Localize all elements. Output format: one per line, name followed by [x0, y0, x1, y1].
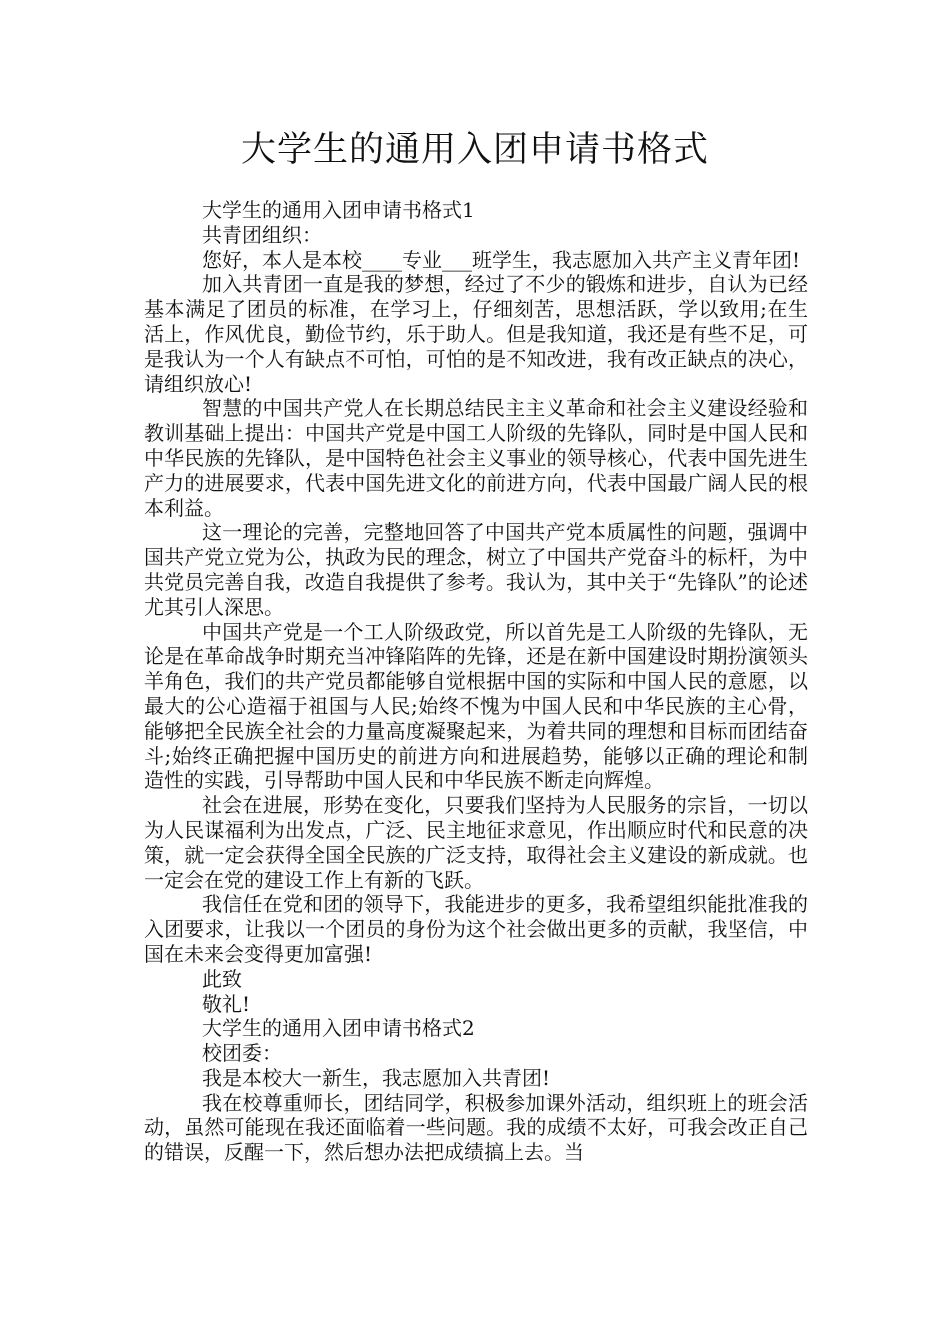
closing-cizhi: 此致: [202, 966, 242, 991]
paragraph-school-life: 我在校尊重师长，团结同学，积极参加课外活动，组织班上的班会活动，虽然可能现在我还面临着一些问题。我的成绩不太好，可我会改正自己的错误，反醒一下，然后想办法把成绩搞上去。当: [144, 1090, 808, 1165]
section-heading-2: 大学生的通用入团申请书格式2: [202, 1016, 475, 1041]
section-heading-1: 大学生的通用入团申请书格式1: [202, 198, 475, 222]
paragraph-belief: 我信任在党和团的领导下，我能进步的更多，我希望组织能批准我的入团要求，让我以一个团员的身份为这个社会做出更多的贡献，我坚信，中国在未来会变得更加富强!: [144, 892, 808, 966]
paragraph-dream: 加入共青团一直是我的梦想，经过了不少的锻炼和进步，自认为已经基本满足了团员的标准，在学习上，仔细刻苦，思想活跃，学以致用;在生活上，作风优良，勤俭节约，乐于助人。但是我知道，我还是有些不足，可是我认为一个人有缺点不可怕，可怕的是不知改进，我有改正缺点的决心，请组织放心!: [144, 272, 808, 396]
document-body: [144, 198, 808, 1165]
paragraph-vanguard: 中国共产党是一个工人阶级政党，所以首先是工人阶级的先锋队，无论是在革命战争时期充当冲锋陷阵的先锋，还是在新中国建设时期扮演领头羊角色，我们的共产党员都能够自觉根据中国的实际和中国人民的意愿，以最大的公心造福于祖国与人民;始终不愧为中国人民和中华民族的主心骨，能够把全民族全社会的力量高度凝聚起来，为着共同的理想和目标而团结奋斗;始终正确把握中国历史的前进方向和进展趋势，能够以正确的理论和制造性的实践，引导帮助中国人民和中华民族不断走向辉煌。: [144, 619, 808, 793]
closing-jingli: 敬礼!: [202, 991, 251, 1016]
paragraph-theory-complete: 这一理论的完善，完整地回答了中国共产党本质属性的问题，强调中国共产党立党为公，执政为民的理念，树立了中国共产党奋斗的标杆，为中共党员完善自我，改造自我提供了参考。我认为，其中关于“先锋队”的论述尤其引人深思。: [144, 520, 808, 619]
paragraph-society: 社会在进展，形势在变化，只要我们坚持为人民服务的宗旨，一切以为人民谋福利为出发点，广泛、民主地征求意见，作出顺应时代和民意的决策，就一定会获得全国全民族的广泛支持，取得社会主义建设的新成就。也一定会在党的建设工作上有新的飞跃。: [144, 793, 808, 892]
paragraph-intro: 您好，本人是本校____专业___班学生，我志愿加入共产主义青年团!: [202, 247, 801, 272]
document-title: 大学生的通用入团申请书格式: [240, 130, 709, 170]
salutation-1: 共青团组织：: [202, 222, 322, 247]
paragraph-theory: 智慧的中国共产党人在长期总结民主主义革命和社会主义建设经验和教训基础上提出：中国共产党是中国工人阶级的先锋队，同时是中国人民和中华民族的先锋队，是中国特色社会主义事业的领导核心，代表中国先进生产力的进展要求，代表中国先进文化的前进方向，代表中国最广阔人民的根本利益。: [144, 396, 808, 520]
salutation-2: 校团委：: [202, 1041, 282, 1066]
paragraph-freshman: 我是本校大一新生，我志愿加入共青团!: [202, 1065, 551, 1090]
